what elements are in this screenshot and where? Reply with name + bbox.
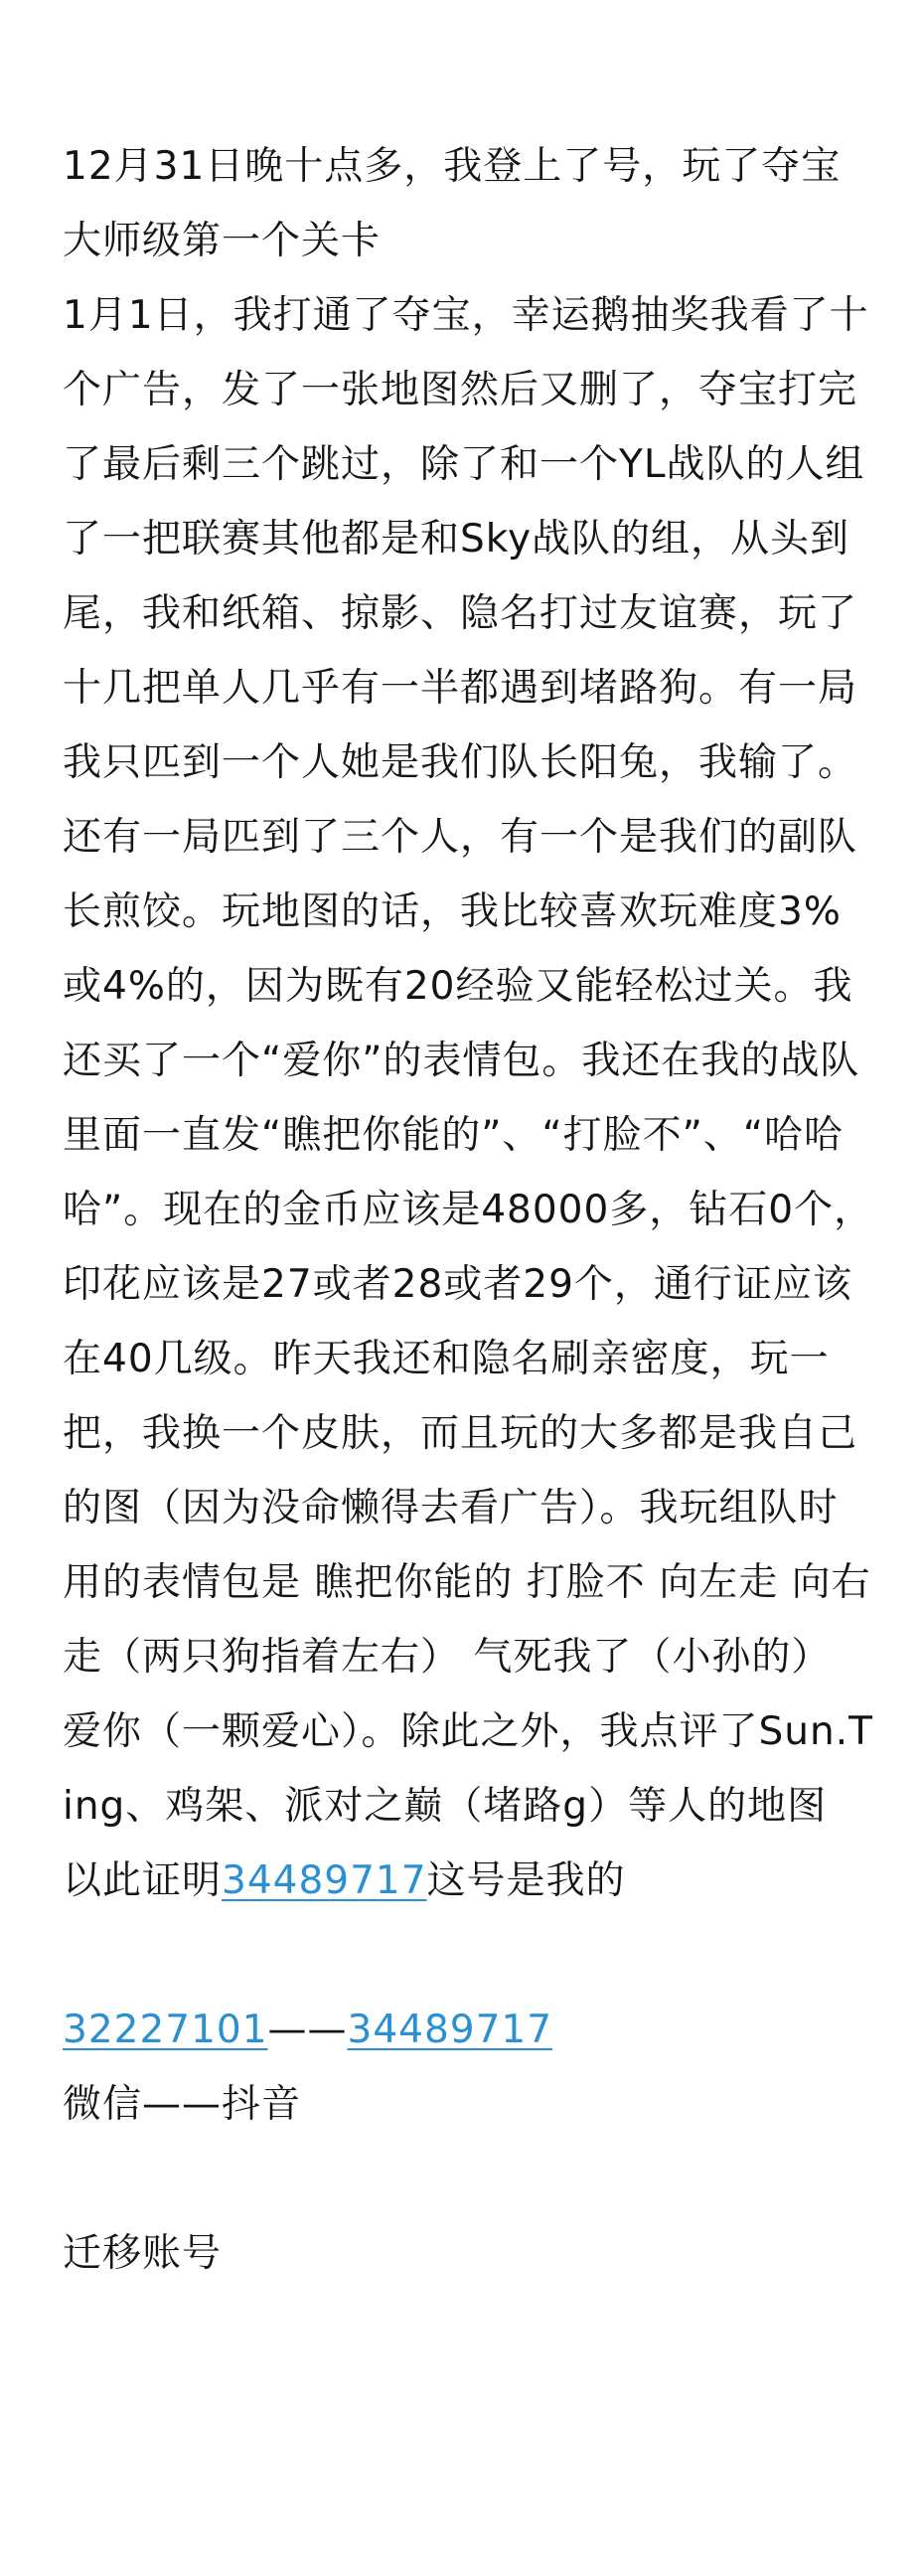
account-dash: —— (267, 2008, 348, 2052)
proof-suffix: 这号是我的 (426, 1858, 626, 1903)
spacer (63, 2142, 877, 2216)
spacer (63, 1918, 877, 1993)
paragraph-dec31: 12月31日晚十点多，我登上了号，玩了夺宝大师级第一个关卡 (63, 144, 842, 263)
account-links-line (63, 1993, 877, 2067)
proof-account-link[interactable]: 34489717 (222, 1858, 427, 1903)
wechat-account-link[interactable]: 32227101 (63, 2008, 268, 2052)
douyin-account-link[interactable]: 34489717 (347, 2008, 553, 2052)
proof-prefix: 以此证明 (63, 1858, 223, 1903)
proof-line (63, 1844, 877, 1918)
platforms-line: 微信——抖音 (63, 2082, 302, 2127)
document-body (63, 129, 877, 2291)
paragraph-jan1: 1月1日，我打通了夺宝，幸运鹅抽奖我看了十个广告，发了一张地图然后又删了，夺宝打完了最后剩三个跳过，除了和一个YL战队的人组了一把联赛其他都是和Sky战队的组，从头到尾，我和纸箱、掠影、隐名打过友谊赛，玩了十几把单人几乎有一半都遇到堵路狗。有一局我只匹到一个人她是我们队长阳兔，我输了。还有一局匹到了三个人，有一个是我们的副队长煎饺。玩地图的话，我比较喜欢玩难度3%或4%的，因为既有20经验又能轻松过关。我还买了一个“爱你”的表情包。我还在我的战队里面一直发“瞧把你能的”、“打脸不”、“哈哈哈”。现在的金币应该是48000多，钻石0个，印花应该是27或者28或者29个，通行证应该在40几级。昨天我还和隐名刷亲密度，玩一把，我换一个皮肤，而且玩的大多都是我自己的图（因为没命懒得去看广告）。我玩组队时用的表情包是 瞧把你能的 打脸不 向左走 向右走（两只狗指着左右） 气死我了（小孙的） 爱你（一颗爱心）。除此之外，我点评了Sun.Ting、鸡架、派对之巅（堵路g）等人的地图 (63, 293, 874, 1829)
footer-text: 迁移账号 (63, 2231, 223, 2276)
